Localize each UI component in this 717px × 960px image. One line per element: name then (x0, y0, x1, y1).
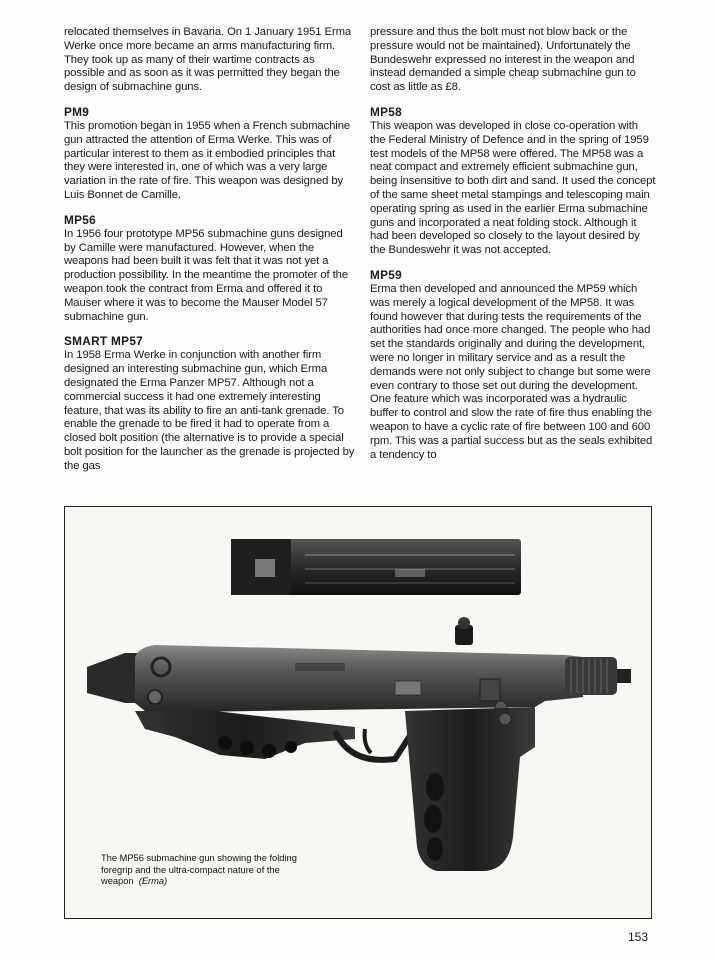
weapon-photo-figure (64, 506, 652, 919)
page-number: 153 (628, 930, 649, 944)
section-heading-mp59: MP59 (370, 267, 403, 282)
section-heading-pm9: PM9 (64, 104, 90, 119)
section-body-mp58: This weapon was developed in close co-operation with the Federal Ministry of Defence and in the spring of 1959 test models of the MP58 were offered. The MP58 was a neat compact and extremely efficient submachine gun, being insensitive to both dirt and sand. It used the concept of the same sheet metal stampings and telescoping main operating spring as used in the earlier Erma submachine guns and incorporated a neat folding stock. Although it had been developed so closely to the layout desired by the Bundeswehr it was not accepted. (370, 119, 656, 257)
section-heading-smart-mp57: SMART MP57 (64, 334, 144, 349)
section-body-pm9: This promotion began in 1955 when a French submachine gun attracted the attention of Erma Werke. This was of particular interest to them as it embodied principles that they were interested in, one of which was a very large variation in the rate of fire. This weapon was designed by Luis Bonnet de Camille. (64, 119, 351, 201)
section-heading-mp58: MP58 (370, 104, 403, 119)
caption-text: The MP56 submachine gun showing the folding foregrip and the ultra-compact nature of the weapon (101, 853, 297, 886)
figure-caption (101, 853, 301, 888)
right-intro-paragraph: pressure and thus the bolt must not blow back or the pressure would not be maintained). Unfortunately the Bundeswehr expressed no interest in the weapon and instead demanded a simple cheap submachine gun to cost as little as £8. (370, 26, 636, 94)
section-body-smart-mp57: In 1958 Erma Werke in conjunction with another firm designed an interesting submachine gun, which Erma designated the Erma Panzer MP57. Although not a commercial success it had one extremely interesting feature, that was its ability to fire an anti-tank grenade. To enable the grenade to be fired it had to operate from a closed bolt position (the alternative is to provide a special bolt position for the launcher as the grenade is projected by the gas (64, 349, 355, 472)
section-heading-mp56: MP56 (64, 212, 97, 227)
caption-credit: (Erma) (138, 876, 168, 886)
right-column (370, 26, 656, 462)
section-body-mp59: Erma then developed and announced the MP59 which was merely a logical development of the MP58. It was found however that during tests the requirements of the authorities had once more changed. The people who had set the standards originally and during the development, were no longer in military service and as a result the demands were not only subject to change but some were even contrary to those set out during the development. One feature which was incorporated was a hydraulic buffer to control and slow the rate of fire thus enabling the weapon to have a cyclic rate of fire between 100 and 600 rpm. This was a partial success but as the seals exhibited a tendency to (370, 282, 653, 461)
gun-illustration (87, 617, 631, 871)
section-body-mp56: In 1956 four prototype MP56 submachine guns designed by Camille were manufactured. However, when the weapons had been built it was felt that it was not yet a production possibility. In the meantime the promoter of the weapon took the contract from Erma and offered it to Mauser where it was to become the Mauser Model 57 submachine gun. (64, 227, 348, 323)
magazine-illustration (231, 539, 521, 595)
left-intro-paragraph: relocated themselves in Bavaria. On 1 January 1951 Erma Werke once more became an arms manufacturing firm. They took up as many of their wartime contracts as possible and as soon as it was permitted they began the design of submachine guns. (64, 26, 352, 94)
left-column (64, 26, 356, 474)
